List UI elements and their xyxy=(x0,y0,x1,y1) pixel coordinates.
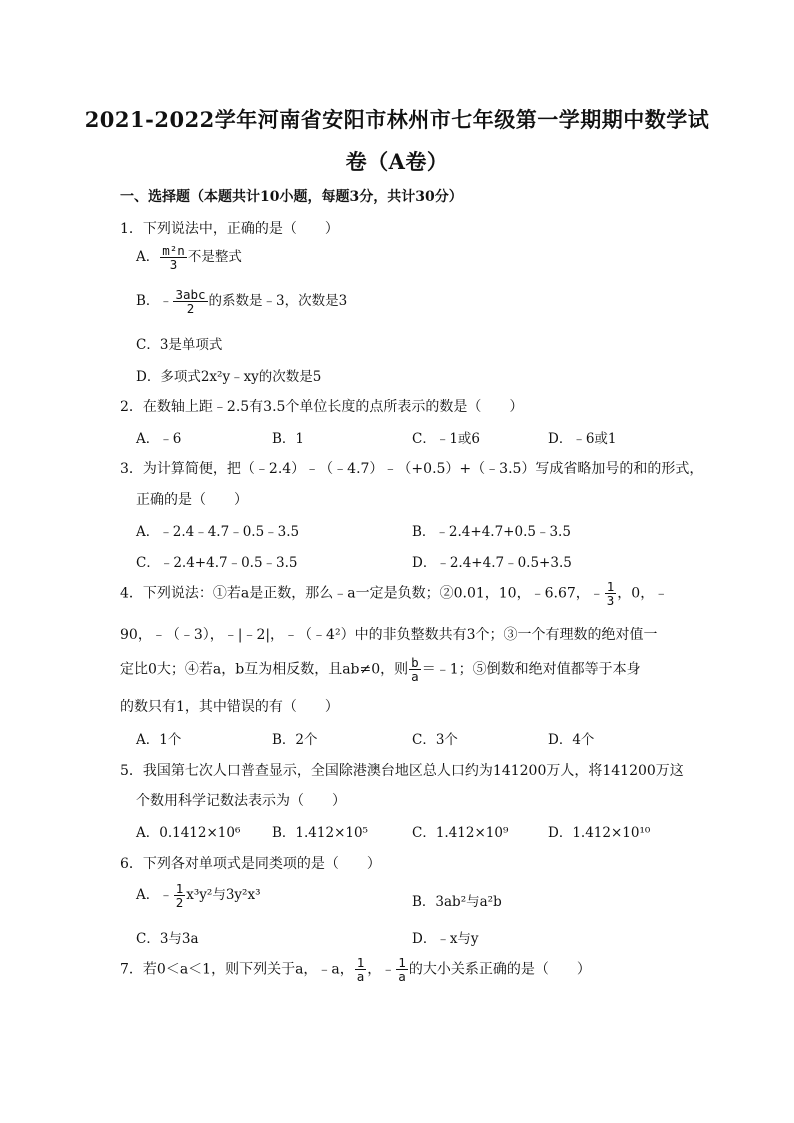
question-2-stem: 2．在数轴上距﹣2.5有3.5个单位长度的点所表示的数是（ ） xyxy=(120,399,524,415)
q7-fraction-2 xyxy=(396,956,408,983)
q6-a-label: A．﹣ xyxy=(136,887,173,904)
q4-option-d: D．4个 xyxy=(548,732,595,748)
q5-option-d: D．1.412×10¹⁰ xyxy=(548,825,651,841)
q4-line1-denominator: 3 xyxy=(606,593,615,609)
q2-option-a: A．﹣6 xyxy=(136,431,182,447)
q3-option-a: A．﹣2.4﹣4.7﹣0.5﹣3.5 xyxy=(136,524,300,540)
section-heading: 一、选择题（本题共计10小题，每题3分，共计30分） xyxy=(120,189,463,205)
q1-a-text: 不是整式 xyxy=(187,249,242,266)
question-4-line3 xyxy=(120,656,641,683)
q1-option-c: C．3是单项式 xyxy=(136,337,223,353)
q4-line3-tail: ＝﹣1；⑤倒数和绝对值都等于本身 xyxy=(421,661,641,678)
q6-a-denominator: 2 xyxy=(175,895,184,911)
q5-option-c: C．1.412×10⁹ xyxy=(412,825,509,841)
q6-option-a xyxy=(136,882,261,909)
q4-line3-numerator: b xyxy=(411,655,419,670)
question-5-stem-line2: 个数用科学记数法表示为（ ） xyxy=(136,793,346,809)
q7-fraction-1-numerator: 1 xyxy=(356,955,365,970)
q6-option-d: D．﹣x与y xyxy=(412,931,479,947)
q1-a-denominator: 3 xyxy=(169,257,178,273)
q1-a-fraction xyxy=(160,244,187,271)
q6-a-numerator: 1 xyxy=(175,881,184,896)
q1-b-label: B． xyxy=(136,293,160,310)
q7-fraction-2-denominator: a xyxy=(398,969,406,985)
q4-option-c: C．3个 xyxy=(412,732,458,748)
q7-fraction-1-denominator: a xyxy=(356,969,365,985)
q7-fraction-1 xyxy=(355,956,367,983)
question-6-stem: 6．下列各对单项式是同类项的是（ ） xyxy=(120,856,381,872)
q4-line3-text: 定比0大；④若a，b互为相反数，且ab≠0，则 xyxy=(120,661,409,678)
q2-option-c: C．﹣1或6 xyxy=(412,431,481,447)
q6-a-text: x³y²与3y²x³ xyxy=(186,887,261,904)
exam-title-line1: 2021-2022学年河南省安阳市林州市七年级第一学期期中数学试 xyxy=(84,107,710,132)
question-4-line4: 的数只有1，其中错误的有（ ） xyxy=(120,699,339,715)
question-1-stem: 1．下列说法中，正确的是（ ） xyxy=(120,221,339,237)
q4-line3-denominator: a xyxy=(411,669,419,685)
q6-option-c: C．3与3a xyxy=(136,931,199,947)
q3-option-d: D．﹣2.4+4.7﹣0.5+3.5 xyxy=(412,555,572,571)
q1-a-numerator: m²n xyxy=(162,243,185,258)
q3-option-b: B．﹣2.4+4.7+0.5﹣3.5 xyxy=(412,524,571,540)
q4-line1-tail: ，0，﹣ xyxy=(617,585,669,602)
q4-line1-text: 4．下列说法：①若a是正数，那么﹣a一定是负数；②0.01，10，﹣6.67，﹣ xyxy=(120,585,604,602)
question-3-stem-line1: 3．为计算简便，把（﹣2.4）﹣（﹣4.7）﹣（+0.5）+（﹣3.5）写成省略加号的和的形式， xyxy=(120,461,704,477)
q5-option-a: A．0.1412×10⁶ xyxy=(136,825,241,841)
question-4-line1 xyxy=(120,580,668,607)
question-5-stem-line1: 5．我国第七次人口普查显示，全国除港澳台地区总人口约为141200万人，将141200万这 xyxy=(120,763,684,779)
q2-option-d: D．﹣6或1 xyxy=(548,431,617,447)
q1-b-fraction xyxy=(173,288,207,315)
exam-title-line2: 卷（A卷） xyxy=(345,149,449,174)
q1-option-d: D．多项式2x²y﹣xy的次数是5 xyxy=(136,369,322,385)
q7-tail: 的大小关系正确的是（ ） xyxy=(408,961,591,978)
q4-line1-fraction xyxy=(605,580,617,607)
q2-option-b: B．1 xyxy=(272,431,305,447)
q3-option-c: C．﹣2.4+4.7﹣0.5﹣3.5 xyxy=(136,555,298,571)
q7-mid: ，﹣ xyxy=(367,961,396,978)
q1-a-label: A． xyxy=(136,249,160,266)
q7-text: 7．若0＜a＜1，则下列关于a，﹣a， xyxy=(120,961,354,978)
q7-fraction-2-numerator: 1 xyxy=(398,955,406,970)
q4-option-b: B．2个 xyxy=(272,732,318,748)
q1-b-numerator: 3abc xyxy=(175,287,206,302)
q4-option-a: A．1个 xyxy=(136,732,182,748)
question-3-stem-line2: 正确的是（ ） xyxy=(136,492,248,508)
q6-a-fraction xyxy=(174,882,186,909)
q1-option-a xyxy=(136,244,242,271)
q1-option-b: B．﹣ $\frac{\text{3abc}}{2}$ 的系数是﹣3，次数是3 xyxy=(136,287,348,317)
q4-line3-fraction xyxy=(409,656,421,683)
q6-option-b: B．3ab²与a²b xyxy=(412,894,502,910)
question-4-line2: 90，﹣（﹣3），﹣|﹣2|，﹣（﹣4²）中的非负整数共有3个；③一个有理数的绝对值一 xyxy=(120,627,658,643)
question-7-stem xyxy=(120,956,591,983)
q1-b-denominator: 2 xyxy=(186,301,195,317)
q5-option-b: B．1.412×10⁵ xyxy=(272,825,368,841)
q4-line1-numerator: 1 xyxy=(606,579,615,594)
q1-b-text: 的系数是﹣3，次数是3 xyxy=(208,293,348,310)
